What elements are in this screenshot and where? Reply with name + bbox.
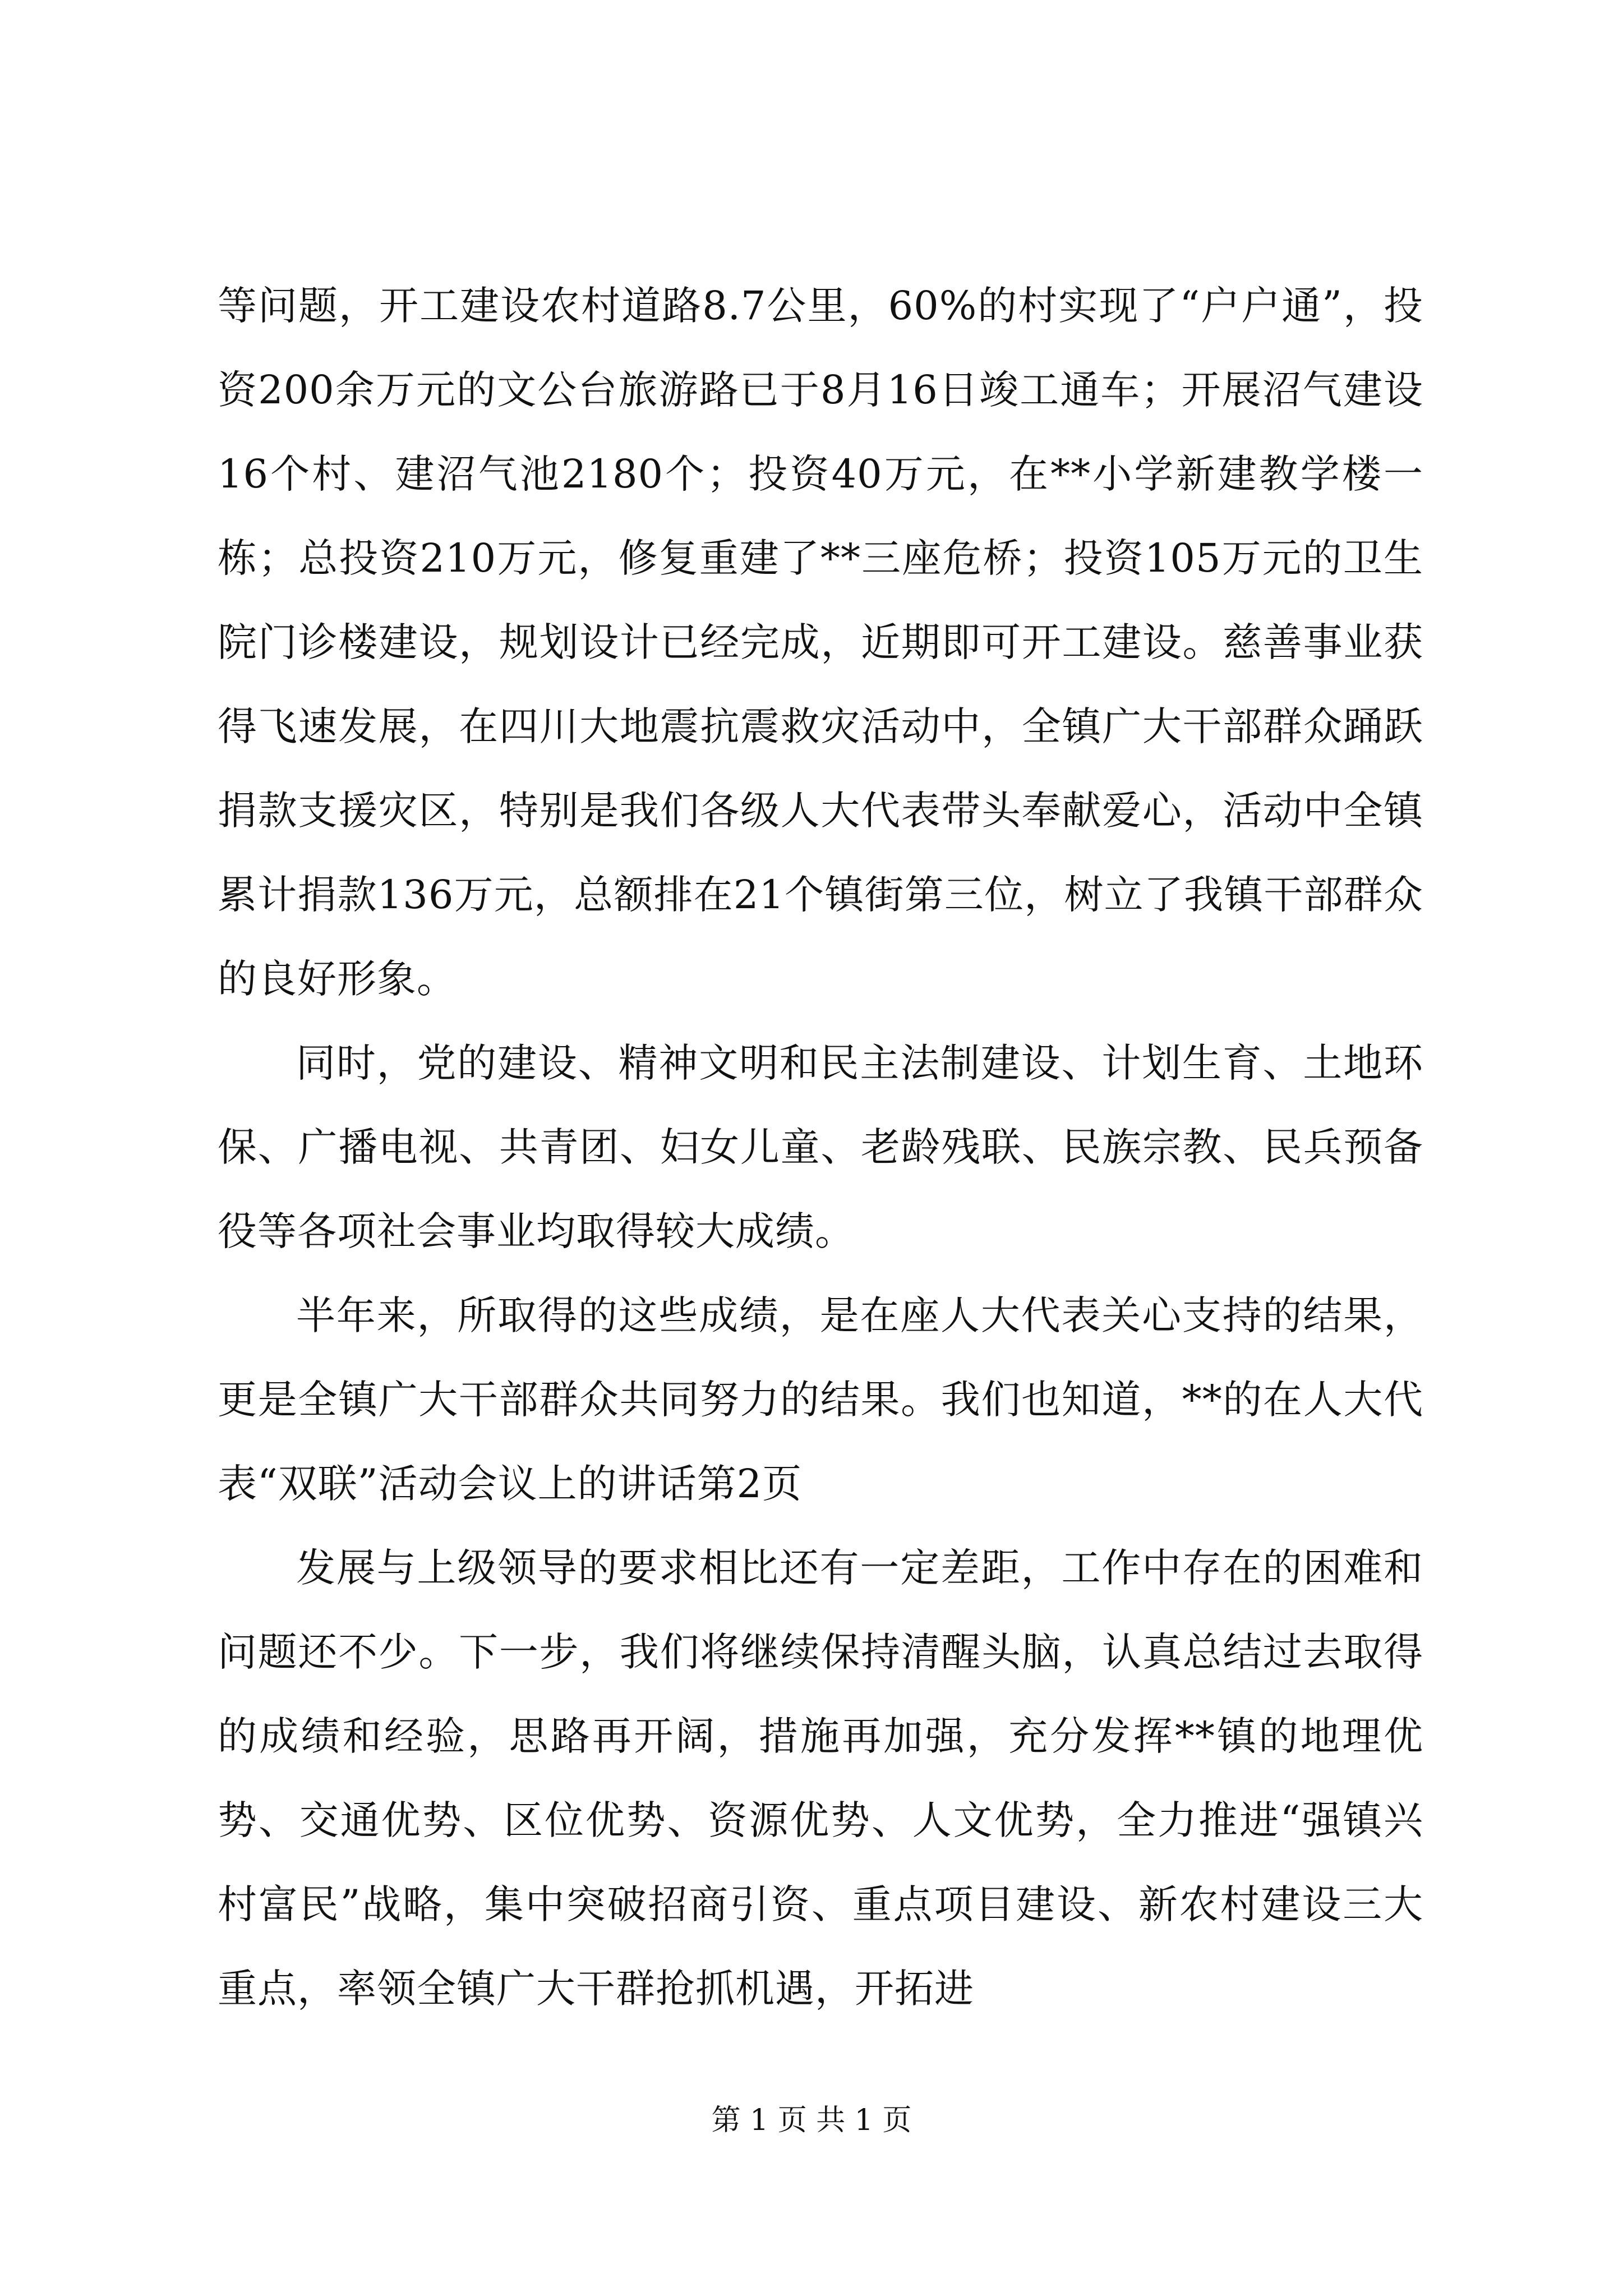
page-footer [0,2098,1623,2143]
paragraph-3: 半年来，所取得的这些成绩，是在座人大代表关心支持的结果，更是全镇广大干部群众共同努力的结果。我们也知道，**的在人大代表“双联”活动会议上的讲话第2页 [218,1292,1423,1507]
page-number-label: 第 1 页 共 1 页 [711,2104,912,2137]
document-body [218,264,1423,2031]
paragraph-4: 发展与上级领导的要求相比还有一定差距，工作中存在的困难和问题还不少。下一步，我们将继续保持清醒头脑，认真总结过去取得的成绩和经验，思路再开阔，措施再加强，充分发挥**镇的地理优势、交通优势、区位优势、资源优势、人文优势，全力推进“强镇兴村富民”战略，集中突破招商引资、重点项目建设、新农村建设三大重点，率领全镇广大干群抢抓机遇，开拓进 [218,1545,1423,2012]
paragraph-1: 等问题，开工建设农村道路8.7公里，60%的村实现了“户户通”，投资200余万元的文公台旅游路已于8月16日竣工通车；开展沼气建设16个村、建沼气池2180个；投资40万元，在**小学新建教学楼一栋；总投资210万元，修复重建了**三座危桥；投资105万元的卫生院门诊楼建设，规划设计已经完成，近期即可开工建设。慈善事业获得飞速发展，在四川大地震抗震救灾活动中，全镇广大干部群众踊跃捐款支援灾区，特别是我们各级人大代表带头奉献爱心，活动中全镇累计捐款136万元，总额排在21个镇街第三位，树立了我镇干部群众的良好形象。 [218,283,1423,1002]
paragraph-2: 同时，党的建设、精神文明和民主法制建设、计划生育、土地环保、广播电视、共青团、妇女儿童、老龄残联、民族宗教、民兵预备役等各项社会事业均取得较大成绩。 [218,1040,1423,1254]
